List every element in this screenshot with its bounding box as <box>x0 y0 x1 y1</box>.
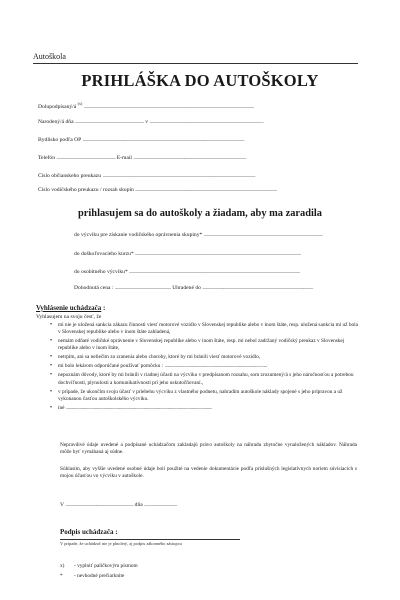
id-card-field[interactable]: Číslo občianskeho preukazu ......................................................................................................................................................... <box>38 173 256 179</box>
declaration-item <box>50 322 358 336</box>
bullet-icon: • <box>50 354 53 361</box>
declaration-item-text: mi bolo lekárom odporúčané používať pomôcku : <box>58 363 164 370</box>
declaration-item-text: nemám odňaté vodičské oprávnenie v Slovenskej republike alebo v inom štáte, resp. mi nebol zadržaný vodičský preukaz v Slovenskej republike alebo v inom štáte, <box>58 338 345 352</box>
footnote-text: - nevhodné prečiarknite <box>74 573 125 579</box>
refresher-course-field[interactable]: do doškoľovacieho kurzu* ...................................................................................................................................................................... <box>74 251 301 257</box>
bullet-icon: • <box>50 322 53 328</box>
footnote-block-letters <box>60 563 138 569</box>
declaration-title <box>36 304 105 312</box>
signature-title: Podpis uchádzača : <box>60 528 118 536</box>
price-label: Dohodnutá cena : <box>74 285 114 291</box>
place-date-field[interactable]: V .................................................................... dňa ................................. <box>60 502 178 508</box>
declaration-title-colon: : <box>101 304 106 312</box>
footnote-key: x) <box>60 563 65 569</box>
residence-label: Bydlisko podľa OP <box>38 137 82 143</box>
minor-signature-note: V prípade, že uchádzač nie je plnoletý, aj podpis zákonného zástupcu <box>60 541 182 546</box>
declaration-item <box>50 388 358 403</box>
declaration-item <box>50 338 358 352</box>
footnote-key: * <box>60 573 63 579</box>
declaration-item-text: mi nie je uložená sankcia zákazu činnosti viesť motorové vozidlo v Slovenskej republike alebo v inom štáte, resp. uložená sankcia mi už bola v Slovenskej republike alebo v inom štáte zahladená, <box>58 322 358 336</box>
refresher-course-label: do doškoľovacieho kurzu* <box>74 251 134 257</box>
contact-field[interactable]: Telefón ........................................................... E-mail ................................................................................................................. <box>38 155 247 161</box>
bullet-icon: • <box>50 338 53 345</box>
declaration-item-text: iné <box>58 404 65 411</box>
bullet-icon: • <box>50 388 53 395</box>
signature-line[interactable] <box>60 539 240 540</box>
date-label: dňa <box>134 502 143 508</box>
price-field[interactable]: Dohodnutá cena : ........................................................ Uhradené do ............................................................................................................... <box>74 285 314 291</box>
declaration-item <box>50 372 358 386</box>
header-divider <box>33 63 358 64</box>
request-subtitle: prihlasujem sa do autoškoly a žiadam, aby ma zaradila <box>78 208 322 219</box>
applicant-name-field[interactable]: Dolupodpísaný/á $^{(x)}$ .......................................................................................................................................................................... <box>38 101 254 110</box>
birth-place-label: v <box>145 119 149 125</box>
applicant-name-label: Dolupodpísaný/á <box>38 103 77 110</box>
place-label: V <box>60 502 64 508</box>
applicant-name-footnote-mark: (x) <box>77 101 83 106</box>
declaration-item[interactable]: • iné .............................................................................................................................................................. <box>50 404 212 411</box>
email-label: E-mail <box>116 155 132 161</box>
birth-field[interactable]: Narodený/á dňa ..................................................................... v .................................................................................................................. <box>38 119 264 125</box>
declaration-item-text: nepoznám dôvody, ktoré by mi bránili v riadnej účasti na výcviku v predpísanom rozsahu, som zrozumený/á s jeho náročnosťou a potrebou dochvíľnosti, plynulosti a komunikatívnosti pri jeho uskutočňovaní., <box>58 372 354 386</box>
declaration-item <box>50 354 358 361</box>
declaration-title-text: Vyhlásenie uchádzača <box>36 304 102 312</box>
training-label: do výcviku pre získanie vodičského oprávnenia skupiny* <box>74 232 203 238</box>
special-training-label: do osobitného výcviku* <box>74 269 128 275</box>
bullet-icon: • <box>50 363 53 370</box>
declaration-list <box>50 322 358 414</box>
driving-school-label: Autoškola <box>33 52 66 61</box>
form-title: PRIHLÁŠKA DO AUTOŠKOLY <box>81 71 319 90</box>
residence-field[interactable]: Bydlisko podľa OP .................................................................................................................................................................. <box>38 137 245 143</box>
footnote-text: - vyplniť paličkovým písmom <box>74 563 138 569</box>
declaration-item-text: netrpím, ani sa neliečim zo zranenia alebo choroby, ktoré by mi bránili viesť motorové vozidlo, <box>58 354 261 361</box>
license-label: Číslo vodičského preukazu / rozsah skupín <box>38 187 134 193</box>
special-training-field[interactable]: do osobitného výcviku* ........................................................................................................................................................................... <box>74 269 300 275</box>
declaration-intro: Vyhlasujem na svoju česť, že <box>36 314 102 320</box>
footnote-strike-out <box>60 573 124 579</box>
untrue-data-note: Nepravdivé údaje uvedené a podpísané uchádzačom zakladajú právo autoškoly na náhradu zbytočne vynaložených nákladov. Náhrada môže byť vymáhaná aj súdne. <box>60 442 357 456</box>
declaration-item[interactable]: • mi bolo lekárom odporúčané používať pomôcku : ............................................................................................................... <box>50 363 268 370</box>
paid-until-label: Uhradené do <box>172 285 201 291</box>
id-card-label: Číslo občianskeho preukazu <box>38 173 102 179</box>
bullet-icon: • <box>50 404 53 411</box>
declaration-item-text: v prípade, že ukončím svoju účasť v priebehu výcviku z vlastného podnetu, nahradím autoškole náklady spojené s jeho prípravou a už vykonanou časťou autoškolského výcviku. <box>58 388 343 402</box>
consent-note: Súhlasím, aby vyššie uvedené osobné údaje boli použité na vedenie dokumentácie podľa príslušných legislatívnych noriem súvisiacich s mojou účasťou vo výcviku v autoškole. <box>60 466 357 480</box>
birth-date-label: Narodený/á dňa <box>38 119 74 125</box>
license-field[interactable]: Číslo vodičského preukazu / rozsah skupín .............................................................................................................................................. <box>38 187 278 193</box>
training-field[interactable]: do výcviku pre získanie vodičského oprávnenia skupiny* ....................................................................................................................... <box>74 232 323 238</box>
phone-label: Telefón <box>38 155 56 161</box>
bullet-icon: • <box>50 372 53 379</box>
